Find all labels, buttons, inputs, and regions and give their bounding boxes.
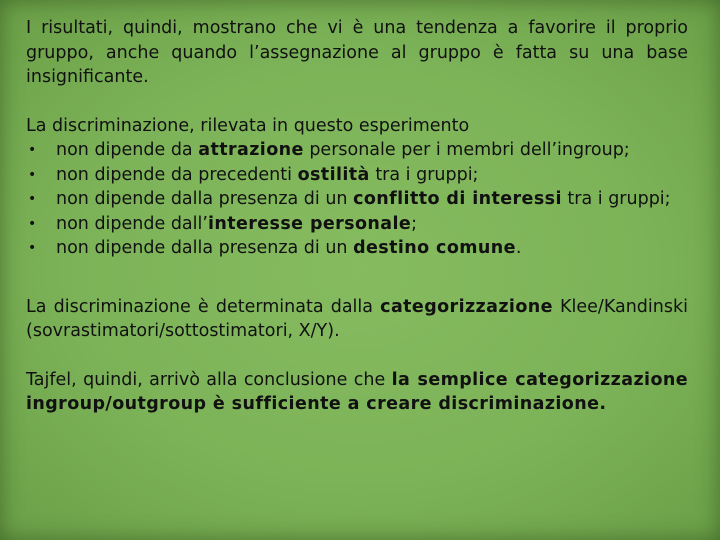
list-item: • non dipende da precedenti ostilità tra i gruppi;	[26, 163, 688, 188]
list-item: • non dipende dalla presenza di un conflitto di interessi tra i gruppi;	[26, 187, 688, 212]
paragraph-conclusion: Tajfel, quindi, arrivò alla conclusione che la semplice categorizzazione ingroup/outgroup è sufficiente a creare discriminazione.	[26, 369, 689, 414]
paragraph-results: I risultati, quindi, mostrano che vi è una tendenza a favorire il proprio gruppo, anche quando l’assegnazione al gruppo è fatta su una base insignificante.	[26, 18, 688, 87]
slide-content	[26, 16, 688, 417]
list-item: • non dipende dall’interesse personale;	[26, 212, 688, 237]
bullet-list	[26, 138, 688, 261]
paragraph-categorization: La discriminazione è determinata dalla categorizzazione Klee/Kandinski (sovrastimatori/sottostimatori, X/Y).	[26, 296, 688, 341]
list-item: • non dipende dalla presenza di un destino comune.	[26, 236, 688, 261]
list-item: • non dipende da attrazione personale per i membri dell’ingroup;	[26, 138, 688, 163]
paragraph-discrimination-intro: La discriminazione, rilevata in questo esperimento	[26, 115, 470, 136]
